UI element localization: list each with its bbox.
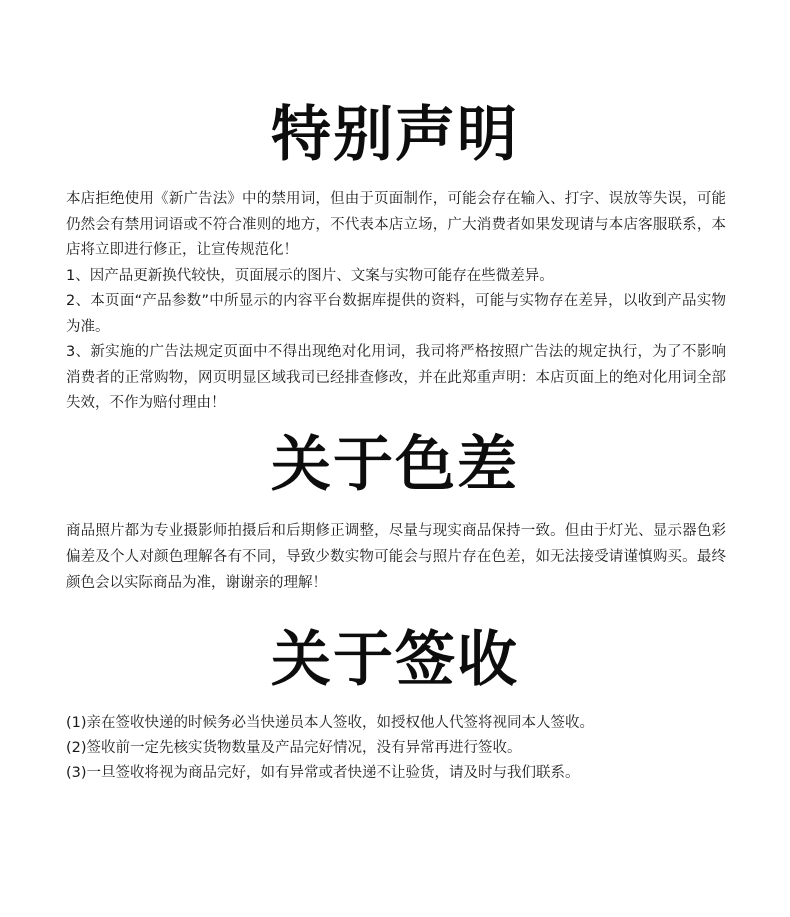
declaration-item-1: 1、因产品更新换代较快，页面展示的图片、文案与实物可能存在些微差异。 [66,268,554,284]
signing-item-1: (1)亲在签收快递的时候务必当快递员本人签收，如授权他人代签将视同本人签收。 [66,715,595,731]
declaration-title: 特别声明 [271,100,519,170]
signing-title: 关于签收 [271,625,519,695]
declaration-intro: 本店拒绝使用《新广告法》中的禁用词，但由于页面制作，可能会存在输入、打字、误放等失误，可能仍然会有禁用词语或不符合准则的地方，不代表本店立场，广大消费者如果发现请与本店客服联系，本店将立即进行修正，让宣传规范化！ [66,191,726,258]
signing-item-3: (3)一旦签收将视为商品完好，如有异常或者快递不让验货，请及时与我们联系。 [66,765,580,781]
declaration-item-2: 2、本页面“产品参数”中所显示的内容平台数据库提供的资料，可能与实物存在差异，以收到产品实物为准。 [66,293,726,335]
color-difference-title: 关于色差 [271,430,519,500]
declaration-item-3: 3、新实施的广告法规定页面中不得出现绝对化用词，我司将严格按照广告法的规定执行，为了不影响消费者的正常购物，网页明显区域我司已经排查修改，并在此郑重声明：本店页面上的绝对化用词全部失效，不作为赔付理由！ [66,344,726,411]
signing-item-2: (2)签收前一定先核实货物数量及产品完好情况，没有异常再进行签收。 [66,740,522,756]
color-difference-body: 商品照片都为专业摄影师拍摄后和后期修正调整，尽量与现实商品保持一致。但由于灯光、显示器色彩偏差及个人对颜色理解各有不同，导致少数实物可能会与照片存在色差，如无法接受请谨慎购买。最终颜色会以实际商品为准，谢谢亲的理解！ [66,523,726,591]
